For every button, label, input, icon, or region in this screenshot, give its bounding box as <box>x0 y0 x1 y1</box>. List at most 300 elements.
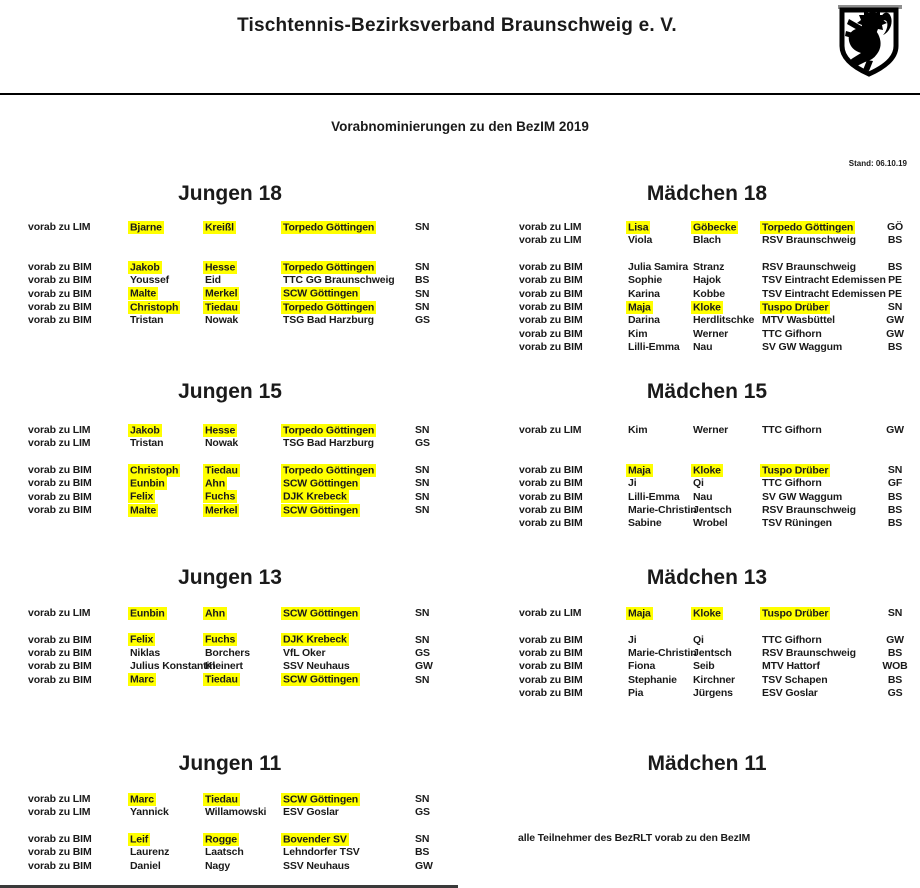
cell-club: TSV Eintracht Edemissen <box>762 274 886 287</box>
section-title-maedchen-11: Mädchen 11 <box>647 752 767 775</box>
cell-club <box>283 424 415 437</box>
cell-first: Viola <box>628 234 653 247</box>
highlighted-text: Christoph <box>130 464 179 477</box>
table-row <box>460 221 920 234</box>
cell-label: vorab zu BIM <box>28 504 92 517</box>
cell-label: vorab zu BIM <box>519 687 583 700</box>
cell-first: Tristan <box>130 437 164 450</box>
cell-last: Werner <box>693 424 729 436</box>
highlighted-text: Tiedau <box>205 301 238 314</box>
cell-club: SV GW Waggum <box>762 341 843 354</box>
cell-label: vorab zu BIM <box>519 633 583 646</box>
cell-club: SSV Neuhaus <box>283 859 350 872</box>
cell-label: vorab zu BIM <box>28 301 92 314</box>
table-row <box>0 424 460 437</box>
cell-club: Lehndorfer TSV <box>283 846 360 859</box>
cell-last <box>205 793 283 806</box>
cell-first <box>130 477 205 490</box>
cell-club: TTC Gifhorn <box>762 424 822 436</box>
cell-region: PE <box>888 274 902 287</box>
cell-label: vorab zu BIM <box>28 490 92 503</box>
highlighted-text: Torpedo Göttingen <box>283 261 375 274</box>
cell-region: SN <box>887 607 903 619</box>
cell-label: vorab zu LIM <box>28 607 91 619</box>
cell-region: GÖ <box>886 221 904 233</box>
cell-region: BS <box>887 517 903 530</box>
cell-first: Laurenz <box>130 846 170 859</box>
table-row <box>460 341 920 354</box>
table-row <box>0 607 460 620</box>
highlighted-text: Jakob <box>130 424 160 436</box>
cell-region: BS <box>887 261 903 274</box>
cell-last: Seib <box>693 660 715 673</box>
cell-club: RSV Braunschweig <box>762 647 856 660</box>
table-row <box>460 314 920 327</box>
cell-last: Jentsch <box>693 504 732 517</box>
cell-club: RSV Braunschweig <box>762 504 856 517</box>
cell-club <box>283 833 415 846</box>
section-title-jungen-13: Jungen 13 <box>178 566 282 589</box>
cell-region: GS <box>887 687 903 700</box>
cell-last: Nau <box>693 341 713 354</box>
cell-first <box>130 301 205 314</box>
table-row <box>460 607 920 620</box>
table-row <box>0 261 460 274</box>
table-row-spacer <box>460 248 920 261</box>
table-row-spacer <box>0 234 460 247</box>
highlighted-text: Malte <box>130 504 157 517</box>
highlighted-text: Torpedo Göttingen <box>283 464 375 477</box>
highlighted-text: Malte <box>130 287 157 300</box>
cell-first <box>628 607 693 620</box>
cell-label: vorab zu BIM <box>28 314 92 327</box>
cell-club: TTC Gifhorn <box>762 633 822 646</box>
table-row <box>0 437 460 450</box>
table-row <box>0 846 460 859</box>
highlighted-text: Felix <box>130 633 154 646</box>
highlighted-text: Hesse <box>205 261 236 274</box>
highlighted-text: Merkel <box>205 504 238 517</box>
cell-last: Nowak <box>205 437 239 450</box>
highlighted-text: Maja <box>628 607 651 619</box>
cell-region: BS <box>415 846 430 859</box>
cell-region: SN <box>415 261 430 274</box>
cell-first: Stephanie <box>628 673 677 686</box>
cell-first: Marie-Christin <box>628 504 697 517</box>
cell-region: GF <box>887 477 903 490</box>
cell-label: vorab zu BIM <box>519 464 583 477</box>
table-row <box>0 860 460 873</box>
cell-last: Eid <box>205 274 221 287</box>
cell-region: GS <box>415 647 430 660</box>
cell-first: Niklas <box>130 647 161 660</box>
table-maedchen-13 <box>460 607 920 700</box>
cell-last <box>205 477 283 490</box>
cell-region: GW <box>886 424 904 436</box>
cell-club <box>283 674 415 687</box>
cell-region: BS <box>887 673 903 686</box>
cell-first: Darina <box>628 314 660 327</box>
cell-last: Qi <box>693 477 704 490</box>
highlighted-text: Bjarne <box>130 221 162 233</box>
maedchen-11-note: alle Teilnehmer des BezRLT vorab zu den BezIM <box>518 832 751 844</box>
cell-first <box>130 491 205 504</box>
cell-label: vorab zu LIM <box>519 221 582 233</box>
table-row <box>460 504 920 517</box>
section-title-maedchen-18: Mädchen 18 <box>646 182 768 205</box>
table-row-spacer <box>460 437 920 450</box>
cell-region: BS <box>887 341 903 354</box>
cell-region: SN <box>415 793 430 805</box>
table-row <box>0 504 460 517</box>
cell-label: vorab zu BIM <box>28 274 92 287</box>
cell-club <box>762 301 870 314</box>
cell-region: SN <box>415 607 430 619</box>
cell-region: SN <box>415 633 430 646</box>
cell-first <box>628 221 693 234</box>
table-row <box>460 517 920 530</box>
highlighted-text: DJK Krebeck <box>283 633 347 646</box>
cell-first <box>628 464 693 477</box>
cell-label: vorab zu BIM <box>28 859 92 872</box>
cell-region: GW <box>415 660 433 673</box>
cell-first <box>130 464 205 477</box>
cell-region: SN <box>415 490 430 503</box>
table-row-spacer <box>0 820 460 833</box>
section-title-jungen-11: Jungen 11 <box>178 752 282 775</box>
cell-last <box>205 424 283 437</box>
table-row <box>0 274 460 287</box>
cell-last: Jentsch <box>693 647 732 660</box>
cell-region: SN <box>415 424 430 436</box>
cell-label: vorab zu BIM <box>519 504 583 517</box>
table-row-spacer <box>0 620 460 633</box>
cell-last <box>205 833 283 846</box>
cell-label: vorab zu LIM <box>519 424 582 436</box>
highlighted-text: Merkel <box>205 287 238 300</box>
table-row <box>0 793 460 806</box>
cell-last: Qi <box>693 633 704 646</box>
cell-club: SSV Neuhaus <box>283 660 350 673</box>
table-row <box>0 221 460 234</box>
cell-club <box>283 261 415 274</box>
table-row <box>0 301 460 314</box>
cell-label: vorab zu BIM <box>28 633 92 646</box>
cell-region: SN <box>887 301 903 314</box>
cell-club <box>283 491 415 504</box>
cell-first <box>130 833 205 846</box>
cell-last: Werner <box>693 327 729 340</box>
date-stamp: Stand: 06.10.19 <box>848 159 907 168</box>
cell-label: vorab zu BIM <box>519 274 583 287</box>
cell-last <box>205 288 283 301</box>
table-row <box>0 833 460 846</box>
table-row <box>460 234 920 247</box>
cell-last <box>205 464 283 477</box>
cell-last <box>205 504 283 517</box>
cell-label: vorab zu BIM <box>28 464 92 477</box>
cell-first: Ji <box>628 633 637 646</box>
cell-club <box>283 793 415 806</box>
cell-region: GW <box>415 859 433 872</box>
table-row <box>460 634 920 647</box>
highlighted-text: Maja <box>628 301 651 314</box>
cell-region: SN <box>415 287 430 300</box>
cell-first <box>130 793 205 806</box>
table-row <box>0 477 460 490</box>
table-row <box>460 687 920 700</box>
table-jungen-15 <box>0 424 460 517</box>
cell-first: Yannick <box>130 806 169 819</box>
cell-label: vorab zu BIM <box>28 647 92 660</box>
table-maedchen-18 <box>460 221 920 354</box>
cell-first: Lilli-Emma <box>628 490 680 503</box>
cell-club <box>283 607 415 620</box>
cell-club <box>283 464 415 477</box>
table-row <box>460 261 920 274</box>
cell-region: BS <box>887 234 903 247</box>
cell-label: vorab zu BIM <box>519 647 583 660</box>
table-row <box>0 660 460 673</box>
cell-club: TSG Bad Harzburg <box>283 437 374 450</box>
cell-label: vorab zu BIM <box>28 660 92 673</box>
cell-first: Pia <box>628 687 644 700</box>
cell-club <box>762 464 870 477</box>
cell-last: Borchers <box>205 647 250 660</box>
table-row-spacer <box>460 451 920 464</box>
highlighted-text: SCW Göttingen <box>283 287 359 300</box>
cell-region: BS <box>887 490 903 503</box>
highlighted-text: Göbecke <box>693 221 737 233</box>
organization-title: Tischtennis-Bezirksverband Braunschweig e. V. <box>237 15 677 36</box>
cell-label: vorab zu BIM <box>519 327 583 340</box>
cell-last: Nagy <box>205 859 231 872</box>
cell-last: Kobbe <box>693 287 725 300</box>
cell-club: TTC Gifhorn <box>762 477 822 490</box>
document-title: Vorabnominierungen zu den BezIM 2019 <box>331 119 589 134</box>
cell-first <box>130 221 205 234</box>
cell-club <box>283 288 415 301</box>
cell-club: VfL Oker <box>283 647 326 660</box>
cell-label: vorab zu LIM <box>28 806 91 819</box>
cell-club: MTV Hattorf <box>762 660 820 673</box>
cell-first: Karina <box>628 287 660 300</box>
table-row <box>460 647 920 660</box>
cell-label: vorab zu BIM <box>519 287 583 300</box>
cell-label: vorab zu BIM <box>519 341 583 354</box>
cell-club: TTC GG Braunschweig <box>283 274 395 287</box>
cell-first <box>130 504 205 517</box>
highlighted-text: Torpedo Göttingen <box>283 424 375 436</box>
cell-last <box>205 301 283 314</box>
table-jungen-11 <box>0 793 460 873</box>
cell-first: Sophie <box>628 274 663 287</box>
cell-first: Kim <box>628 424 648 436</box>
table-row <box>0 491 460 504</box>
highlighted-text: Torpedo Göttingen <box>283 221 375 233</box>
table-jungen-18 <box>0 221 460 328</box>
cell-label: vorab zu BIM <box>519 490 583 503</box>
cell-region: BS <box>415 274 430 287</box>
cell-region: GS <box>415 806 430 819</box>
cell-region: BS <box>887 504 903 517</box>
cell-label: vorab zu BIM <box>519 314 583 327</box>
cell-label: vorab zu BIM <box>519 673 583 686</box>
highlighted-text: Tiedau <box>205 793 238 805</box>
cell-club: RSV Braunschweig <box>762 234 856 247</box>
table-row <box>0 647 460 660</box>
cell-last <box>693 221 762 234</box>
cell-label: vorab zu BIM <box>28 287 92 300</box>
cell-label: vorab zu BIM <box>519 660 583 673</box>
cell-first: Sabine <box>628 517 662 530</box>
cell-first <box>130 424 205 437</box>
cell-region: GW <box>886 314 904 327</box>
cell-last: Jürgens <box>693 687 733 700</box>
cell-club <box>283 504 415 517</box>
table-row <box>460 491 920 504</box>
table-jungen-13 <box>0 607 460 687</box>
table-row <box>460 301 920 314</box>
table-row <box>0 314 460 327</box>
highlighted-text: Marc <box>130 793 154 805</box>
cell-club: SV GW Waggum <box>762 490 843 503</box>
cell-region: WOB <box>882 660 908 673</box>
cell-last: Nau <box>693 490 713 503</box>
cell-first <box>130 674 205 687</box>
cell-club: TTC Gifhorn <box>762 327 822 340</box>
cell-last: Blach <box>693 234 721 247</box>
cell-region: SN <box>415 673 430 686</box>
cell-label: vorab zu LIM <box>28 221 91 233</box>
highlighted-text: Maja <box>628 464 651 477</box>
highlighted-text: Eunbin <box>130 607 165 619</box>
cell-label: vorab zu LIM <box>519 607 582 619</box>
cell-region: SN <box>415 504 430 517</box>
cell-label: vorab zu LIM <box>28 793 91 805</box>
highlighted-text: Tuspo Drüber <box>762 301 829 314</box>
highlighted-text: Fuchs <box>205 490 236 503</box>
cell-last: Wrobel <box>693 517 728 530</box>
cell-last <box>693 301 762 314</box>
cell-club: ESV Goslar <box>283 806 339 819</box>
highlighted-text: Tuspo Drüber <box>762 607 829 619</box>
cell-last <box>693 607 762 620</box>
highlighted-text: SCW Göttingen <box>283 607 359 619</box>
cell-first <box>130 288 205 301</box>
highlighted-text: SCW Göttingen <box>283 793 359 805</box>
cell-club: TSV Rüningen <box>762 517 832 530</box>
cell-label: vorab zu BIM <box>519 517 583 530</box>
cell-last <box>205 607 283 620</box>
section-title-jungen-18: Jungen 18 <box>178 182 282 205</box>
cell-club <box>283 477 415 490</box>
cell-last <box>205 261 283 274</box>
cell-last <box>205 674 283 687</box>
cell-first: Julia Samira <box>628 261 689 274</box>
highlighted-text: Fuchs <box>205 633 236 646</box>
cell-first: Daniel <box>130 859 161 872</box>
cell-region: GW <box>886 327 904 340</box>
cell-label: vorab zu LIM <box>519 234 582 247</box>
highlighted-text: Hesse <box>205 424 236 436</box>
highlighted-text: Tiedau <box>205 673 238 686</box>
table-row <box>460 674 920 687</box>
cell-last <box>205 491 283 504</box>
section-title-jungen-15: Jungen 15 <box>178 380 282 403</box>
cell-last: Laatsch <box>205 846 244 859</box>
cell-region: SN <box>415 221 430 233</box>
cell-club: TSV Eintracht Edemissen <box>762 287 886 300</box>
highlighted-text: Torpedo Göttingen <box>283 301 375 314</box>
cell-region: SN <box>415 833 430 846</box>
highlighted-text: Bovender SV <box>283 833 347 846</box>
cell-region: SN <box>887 464 903 477</box>
highlighted-text: Christoph <box>130 301 179 314</box>
highlighted-text: Eunbin <box>130 477 165 490</box>
cell-last <box>205 634 283 647</box>
highlighted-text: Rogge <box>205 833 237 846</box>
highlighted-text: Tuspo Drüber <box>762 464 829 477</box>
section-title-maedchen-13: Mädchen 13 <box>646 566 768 589</box>
cell-first: Lilli-Emma <box>628 341 680 354</box>
table-row-spacer <box>0 248 460 261</box>
highlighted-text: Ahn <box>205 607 225 619</box>
table-maedchen-15 <box>460 424 920 531</box>
cell-label: vorab zu BIM <box>28 261 92 274</box>
cell-region: SN <box>415 464 430 477</box>
table-row <box>0 464 460 477</box>
cell-region: GW <box>886 633 904 646</box>
cell-club <box>283 221 415 234</box>
cell-last: Kirchner <box>693 673 735 686</box>
cell-label: vorab zu LIM <box>28 424 91 436</box>
cell-first <box>130 634 205 647</box>
table-row-spacer <box>0 451 460 464</box>
highlighted-text: SCW Göttingen <box>283 504 359 517</box>
table-row <box>460 328 920 341</box>
cell-last: Willamowski <box>205 806 267 819</box>
table-row <box>460 477 920 490</box>
cell-club: RSV Braunschweig <box>762 261 856 274</box>
cell-first <box>130 261 205 274</box>
cell-last: Kleinert <box>205 660 243 673</box>
cell-region: GS <box>415 314 430 327</box>
highlighted-text: Kloke <box>693 607 721 619</box>
cell-last <box>693 464 762 477</box>
cell-club: MTV Wasbüttel <box>762 314 835 327</box>
highlighted-text: Ahn <box>205 477 225 490</box>
highlighted-text: SCW Göttingen <box>283 673 359 686</box>
cell-club: TSG Bad Harzburg <box>283 314 374 327</box>
highlighted-text: Kloke <box>693 301 721 314</box>
cell-first <box>628 301 693 314</box>
cell-last: Hajok <box>693 274 721 287</box>
cell-first: Tristan <box>130 314 164 327</box>
cell-club <box>283 634 415 647</box>
table-row <box>0 634 460 647</box>
cell-label: vorab zu BIM <box>28 833 92 846</box>
table-row <box>460 660 920 673</box>
table-row <box>0 806 460 819</box>
cell-club <box>762 221 870 234</box>
highlighted-text: Kreißl <box>205 221 234 233</box>
cell-club <box>762 607 870 620</box>
cell-region: GS <box>415 437 430 450</box>
table-row-spacer <box>460 620 920 633</box>
org-logo <box>832 4 906 80</box>
cell-last: Herdlitschke <box>693 314 755 327</box>
